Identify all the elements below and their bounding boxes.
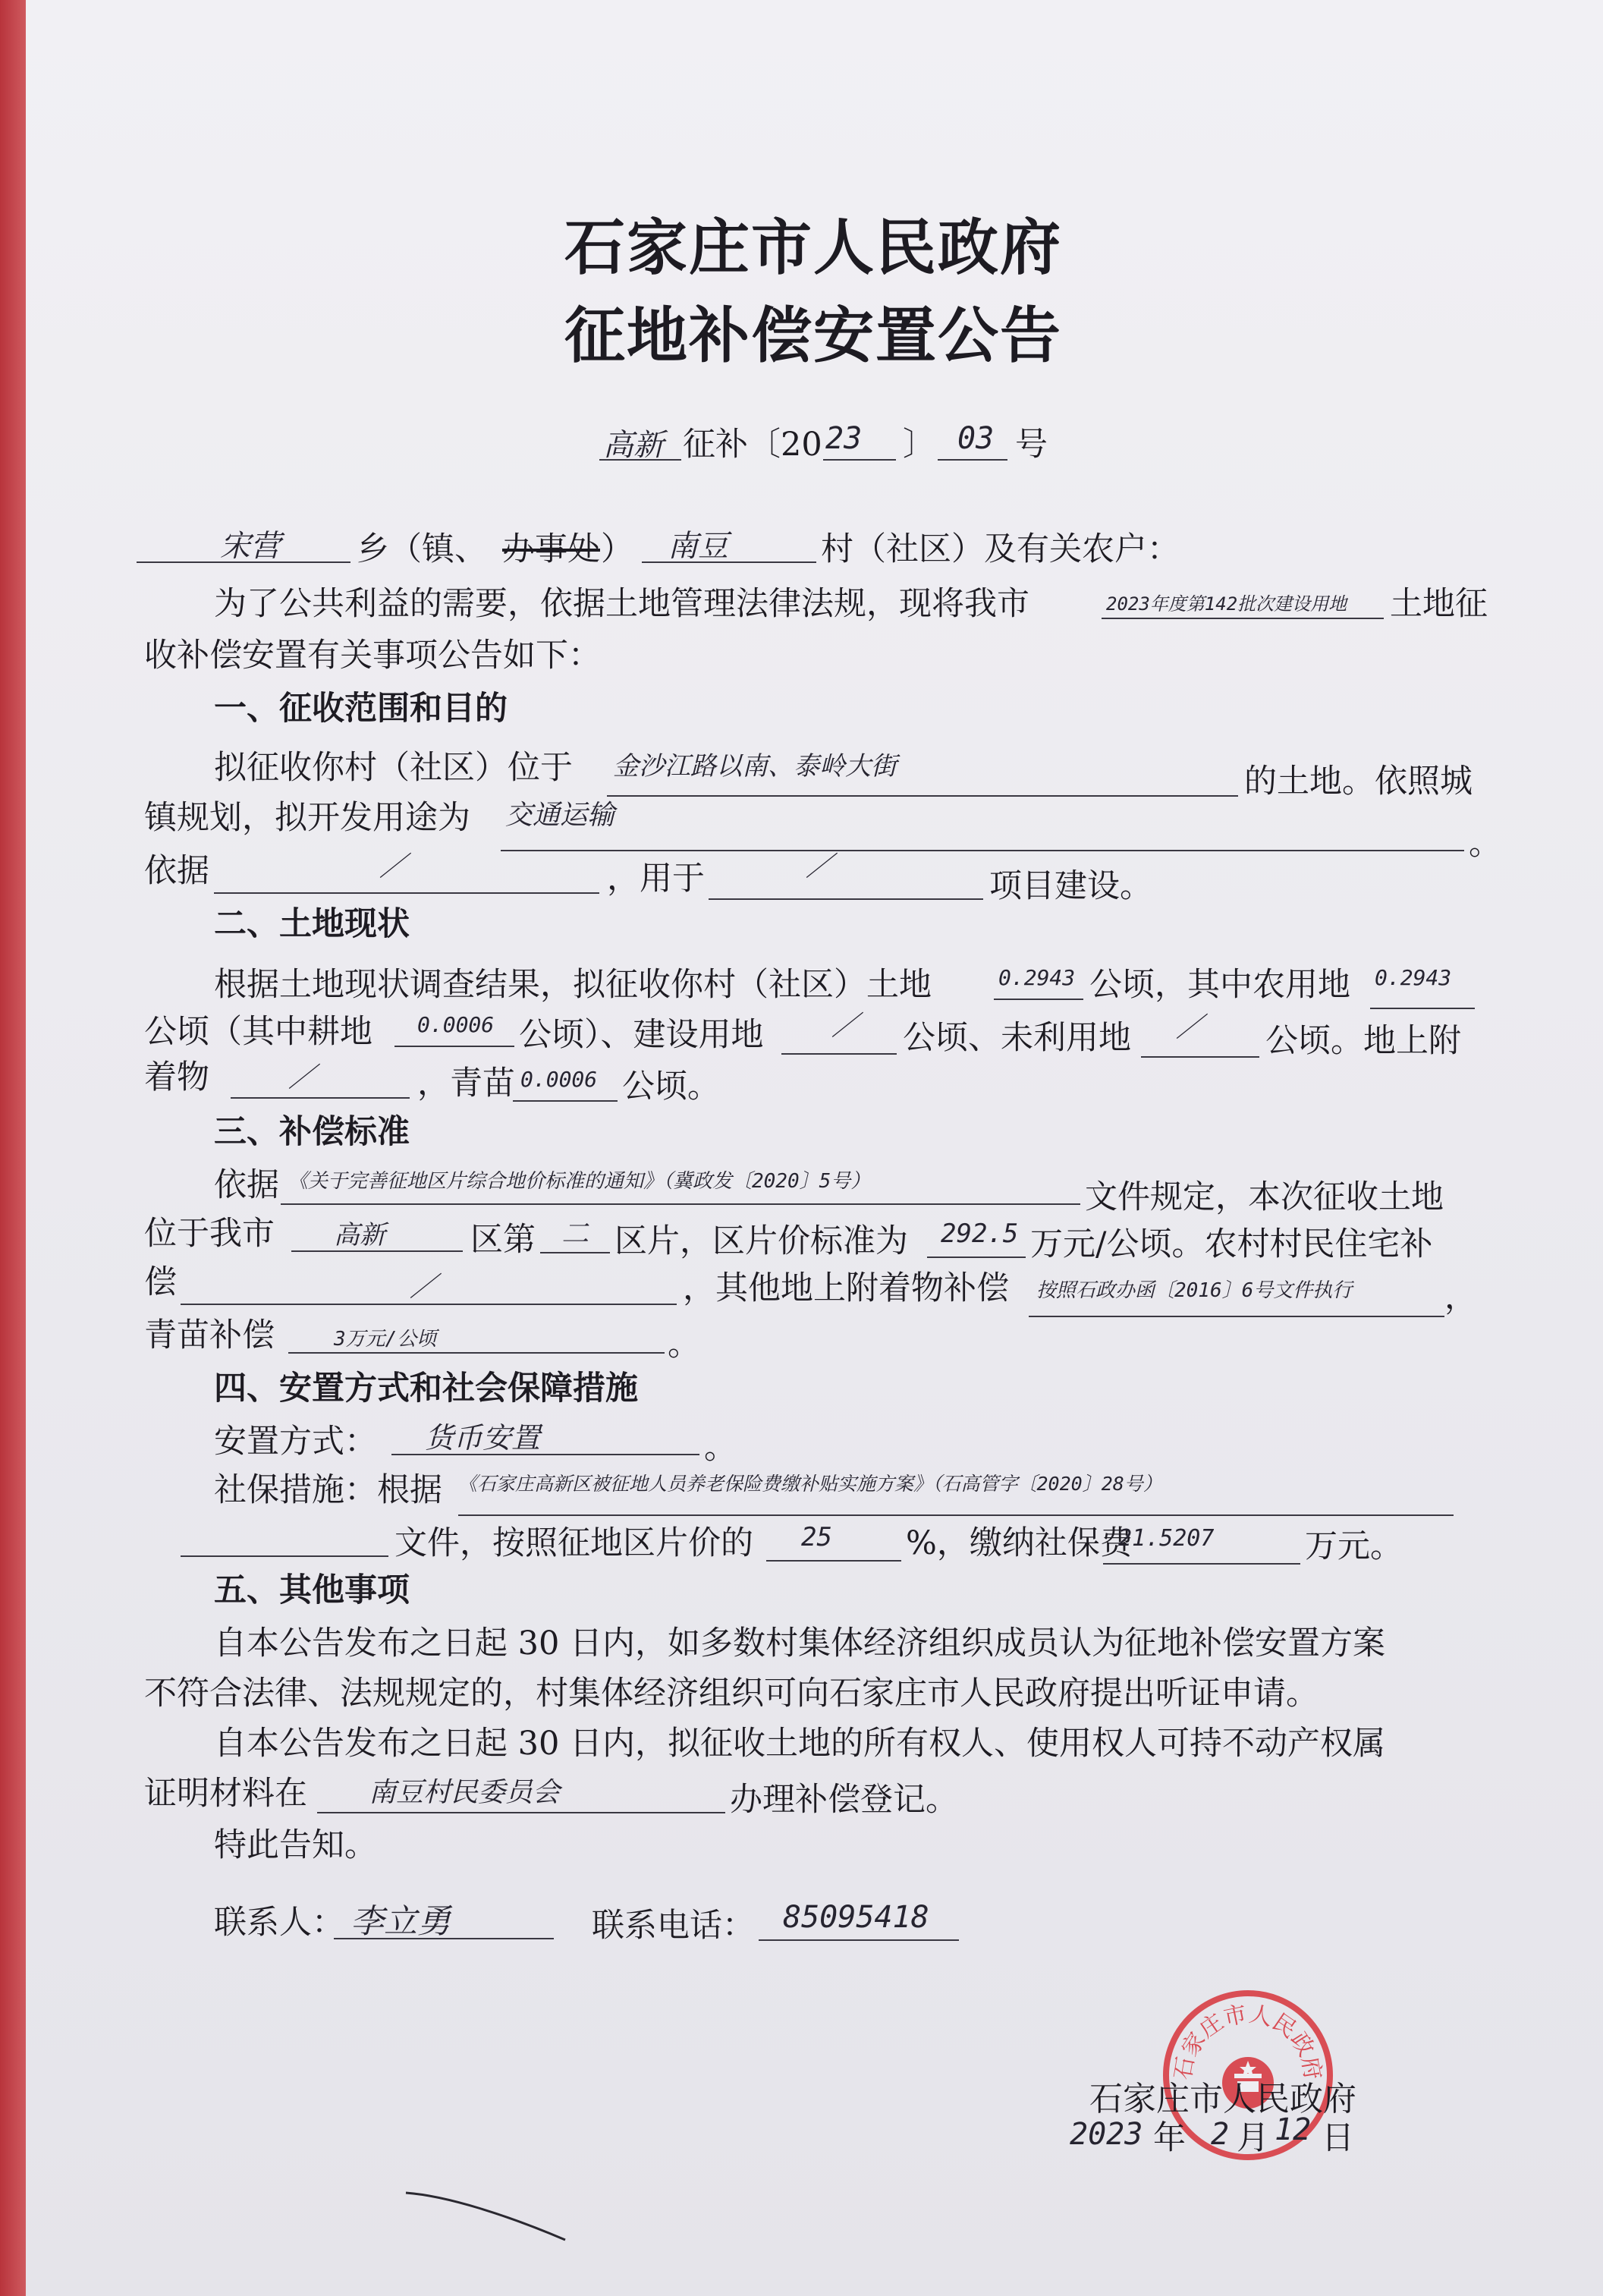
sec3-price-underline xyxy=(927,1257,1026,1258)
sec3-zone-underline xyxy=(540,1252,610,1253)
sec5-office: 南豆村民委员会 xyxy=(369,1777,561,1808)
sec4-line3-post: 万元。 xyxy=(1305,1527,1403,1565)
sec1-line1-post: 的土地。依照城 xyxy=(1244,763,1473,800)
sec3-line2-mid2: 区片，区片价标准为 xyxy=(614,1222,908,1260)
sec4-ss-doc-underline-2 xyxy=(181,1555,388,1557)
village-underline xyxy=(642,561,816,563)
sec3-line2-pre: 位于我市 xyxy=(144,1215,275,1253)
date-month-label: 月 xyxy=(1237,2119,1269,2157)
sec1-line2-post: 。 xyxy=(1469,825,1501,863)
section3-heading: 三、补偿标准 xyxy=(214,1113,410,1151)
sec1-location-underline xyxy=(607,795,1238,797)
sec4-percent: 25 xyxy=(801,1522,832,1552)
sec2-total: 0.2943 xyxy=(998,965,1076,990)
section1-heading: 一、征收范围和目的 xyxy=(214,690,508,728)
sec4-line2-pre: 社保措施：根据 xyxy=(214,1471,442,1509)
sec3-price: 292.5 xyxy=(941,1219,1019,1249)
address-tail: 村（社区）及有关农户： xyxy=(821,530,1180,568)
sec2-arable: 0.0006 xyxy=(417,1012,495,1037)
sec2-attachments-underline xyxy=(231,1097,410,1099)
sec3-line4-pre: 青苗补偿 xyxy=(144,1316,275,1354)
sec4-method-underline xyxy=(391,1454,699,1455)
date-day: 12 xyxy=(1275,2112,1312,2147)
sec4-fee: 21.5207 xyxy=(1118,1525,1215,1552)
sec1-project-underline xyxy=(709,898,983,900)
sec1-basis-underline xyxy=(214,892,599,894)
sec2-farmland-underline xyxy=(1370,1008,1475,1009)
village-name: 南豆 xyxy=(668,529,728,564)
doc-prefix-underline xyxy=(599,459,681,461)
red-background-strip xyxy=(0,0,26,2296)
sec1-use: 交通运输 xyxy=(505,800,615,831)
doc-mid: 征补〔20 xyxy=(683,426,822,464)
sec2-line3-mid: ，青苗 xyxy=(417,1065,515,1102)
sec5-p1-line1: 自本公告发布之日起 30 日内，如多数村集体经济组织成员认为征地补偿安置方案 xyxy=(214,1624,1386,1662)
pen-stroke xyxy=(402,2185,577,2246)
sec5-p2-line2-post: 办理补偿登记。 xyxy=(730,1781,958,1819)
sec3-district-underline xyxy=(291,1250,463,1252)
sec4-percent-underline xyxy=(766,1560,901,1562)
sec5-closing: 特此告知。 xyxy=(214,1826,377,1864)
sec3-line1-post: 文件规定，本次征收土地 xyxy=(1085,1178,1444,1216)
sec1-line3-pre: 依据 xyxy=(144,852,209,890)
sec2-line2-pre: 公顷（其中耕地 xyxy=(144,1013,372,1051)
sec4-ss-doc: 《石家庄高新区被征地人员养老保险费缴补贴实施方案》（石高管字〔2020〕28号） xyxy=(458,1473,1162,1495)
sec3-house-underline xyxy=(181,1304,677,1305)
sec3-other-underline xyxy=(1029,1316,1444,1317)
sec4-fee-underline xyxy=(1103,1563,1300,1565)
sec3-line3-mid: ，其他地上附着物补偿 xyxy=(683,1269,1009,1307)
intro-project: 2023年度第142批次建设用地 xyxy=(1106,593,1347,615)
doc-year: 23 xyxy=(825,421,863,456)
sec2-line3-pre: 着物 xyxy=(144,1058,209,1096)
sec4-line1-post: 。 xyxy=(704,1429,737,1467)
sec5-p2-line1: 自本公告发布之日起 30 日内，拟征收土地的所有权人、使用权人可持不动产权属 xyxy=(214,1725,1386,1763)
doc-suffix: 号 xyxy=(1015,426,1048,464)
sec3-doc-underline xyxy=(281,1203,1080,1205)
town-underline xyxy=(137,561,350,563)
sec3-line2-post: 万元/公顷。农村村民住宅补 xyxy=(1030,1225,1433,1263)
sec2-farmland: 0.2943 xyxy=(1375,965,1452,990)
sec1-project: ／ xyxy=(806,851,834,882)
seal-text: 石家庄市人民政府 xyxy=(1169,2001,1327,2082)
sec1-line2-pre: 镇规划，拟开发用途为 xyxy=(144,799,470,837)
sec1-location: 金沙江路以南、泰岭大街 xyxy=(613,751,897,782)
doc-year-underline xyxy=(823,459,896,461)
sec3-line3-pre: 偿 xyxy=(144,1263,177,1301)
town-name: 宋营 xyxy=(220,529,281,564)
sec4-line1-pre: 安置方式： xyxy=(214,1423,377,1461)
issuer-name: 石家庄市人民政府 xyxy=(1089,2080,1356,2118)
sec3-house: ／ xyxy=(410,1272,438,1303)
sec1-line3-post: 项目建设。 xyxy=(989,867,1152,905)
date-month: 2 xyxy=(1211,2117,1230,2152)
contact-person: 李立勇 xyxy=(350,1902,451,1941)
close-paren: ） xyxy=(601,530,633,568)
title-line-2: 征地补偿安置公告 xyxy=(564,300,1062,371)
sec2-construction: ／ xyxy=(831,1011,860,1042)
sec3-crop-comp: 3万元/公顷 xyxy=(334,1328,437,1351)
sec3-doc: 《关于完善征地区片综合地价标准的通知》（冀政发〔2020〕5号） xyxy=(288,1170,871,1193)
contact-phone-label: 联系电话： xyxy=(592,1907,755,1945)
sec2-line3-post: 公顷。 xyxy=(622,1068,720,1106)
sec4-ss-doc-underline xyxy=(458,1514,1454,1516)
sec3-crop-comp-underline xyxy=(288,1352,665,1354)
section2-heading: 二、土地现状 xyxy=(214,905,410,943)
intro-line1-post: 土地征 xyxy=(1390,585,1488,623)
date-year-label: 年 xyxy=(1153,2119,1186,2157)
section5-heading: 五、其他事项 xyxy=(214,1571,410,1609)
contact-phone-underline xyxy=(759,1939,959,1941)
sec2-attachments: ／ xyxy=(288,1062,316,1093)
contact-phone: 85095418 xyxy=(783,1900,929,1935)
contact-person-underline xyxy=(334,1938,554,1939)
sec2-unused-underline xyxy=(1141,1056,1259,1058)
sec2-line2-post: 公顷。地上附 xyxy=(1265,1022,1461,1060)
sec1-use-underline xyxy=(501,850,1464,851)
sec2-line2-mid: 公顷）、建设用地 xyxy=(519,1016,764,1054)
sec3-zone: 二 xyxy=(561,1219,589,1250)
sec3-line1-pre: 依据 xyxy=(214,1166,279,1204)
sec2-construction-underline xyxy=(781,1053,897,1055)
sec2-crops: 0.0006 xyxy=(520,1067,598,1092)
sec2-line1-mid: 公顷，其中农用地 xyxy=(1089,966,1350,1004)
contact-person-label: 联系人： xyxy=(214,1904,344,1942)
sec1-line1-pre: 拟征收你村（社区）位于 xyxy=(214,749,573,787)
section4-heading: 四、安置方式和社会保障措施 xyxy=(214,1370,638,1407)
sec4-method: 货币安置 xyxy=(425,1421,541,1455)
sec1-line3-mid: ，用于 xyxy=(607,860,705,898)
sec2-line1-pre: 根据土地现状调查结果，拟征收你村（社区）土地 xyxy=(214,966,932,1004)
sec3-line3-post: ， xyxy=(1444,1279,1477,1316)
sec2-line2-mid2: 公顷、未利用地 xyxy=(903,1019,1131,1057)
town-label: 乡（镇、 xyxy=(357,530,487,568)
office-struck: 办事处 xyxy=(502,530,600,568)
sec2-crops-underline xyxy=(513,1100,618,1102)
sec2-unused: ／ xyxy=(1176,1012,1204,1043)
intro-project-underline xyxy=(1102,618,1384,619)
sec4-line3-mid: 文件，按照征地区片价的 xyxy=(394,1524,753,1562)
sec3-line4-post: 。 xyxy=(668,1326,700,1363)
sec3-line2-mid: 区第 xyxy=(470,1221,536,1259)
sec3-district: 高新 xyxy=(334,1220,385,1250)
sec5-p1-line2: 不符合法律、法规规定的，村集体经济组织可向石家庄市人民政府提出听证申请。 xyxy=(144,1675,1319,1713)
intro-line1-pre: 为了公共利益的需要，依据土地管理法律法规，现将我市 xyxy=(214,585,1029,623)
sec3-other: 按照石政办函〔2016〕6号文件执行 xyxy=(1036,1279,1353,1302)
date-day-label: 日 xyxy=(1322,2119,1354,2157)
title-line-1: 石家庄市人民政府 xyxy=(564,212,1062,283)
doc-number: 03 xyxy=(957,421,995,456)
sec5-p2-line2-pre: 证明材料在 xyxy=(144,1775,307,1813)
doc-number-underline xyxy=(938,459,1007,461)
sec2-total-underline xyxy=(994,999,1083,1000)
sec5-office-underline xyxy=(317,1812,725,1813)
sec4-line3-mid2: %，缴纳社保费 xyxy=(906,1524,1133,1562)
sec2-arable-underline xyxy=(394,1046,514,1047)
intro-line2: 收补偿安置有关事项公告如下： xyxy=(144,637,601,675)
doc-close: 〕 xyxy=(903,426,935,464)
doc-prefix: 高新 xyxy=(603,428,664,463)
date-year: 2023 xyxy=(1070,2117,1143,2152)
sec1-basis: ／ xyxy=(379,851,407,882)
